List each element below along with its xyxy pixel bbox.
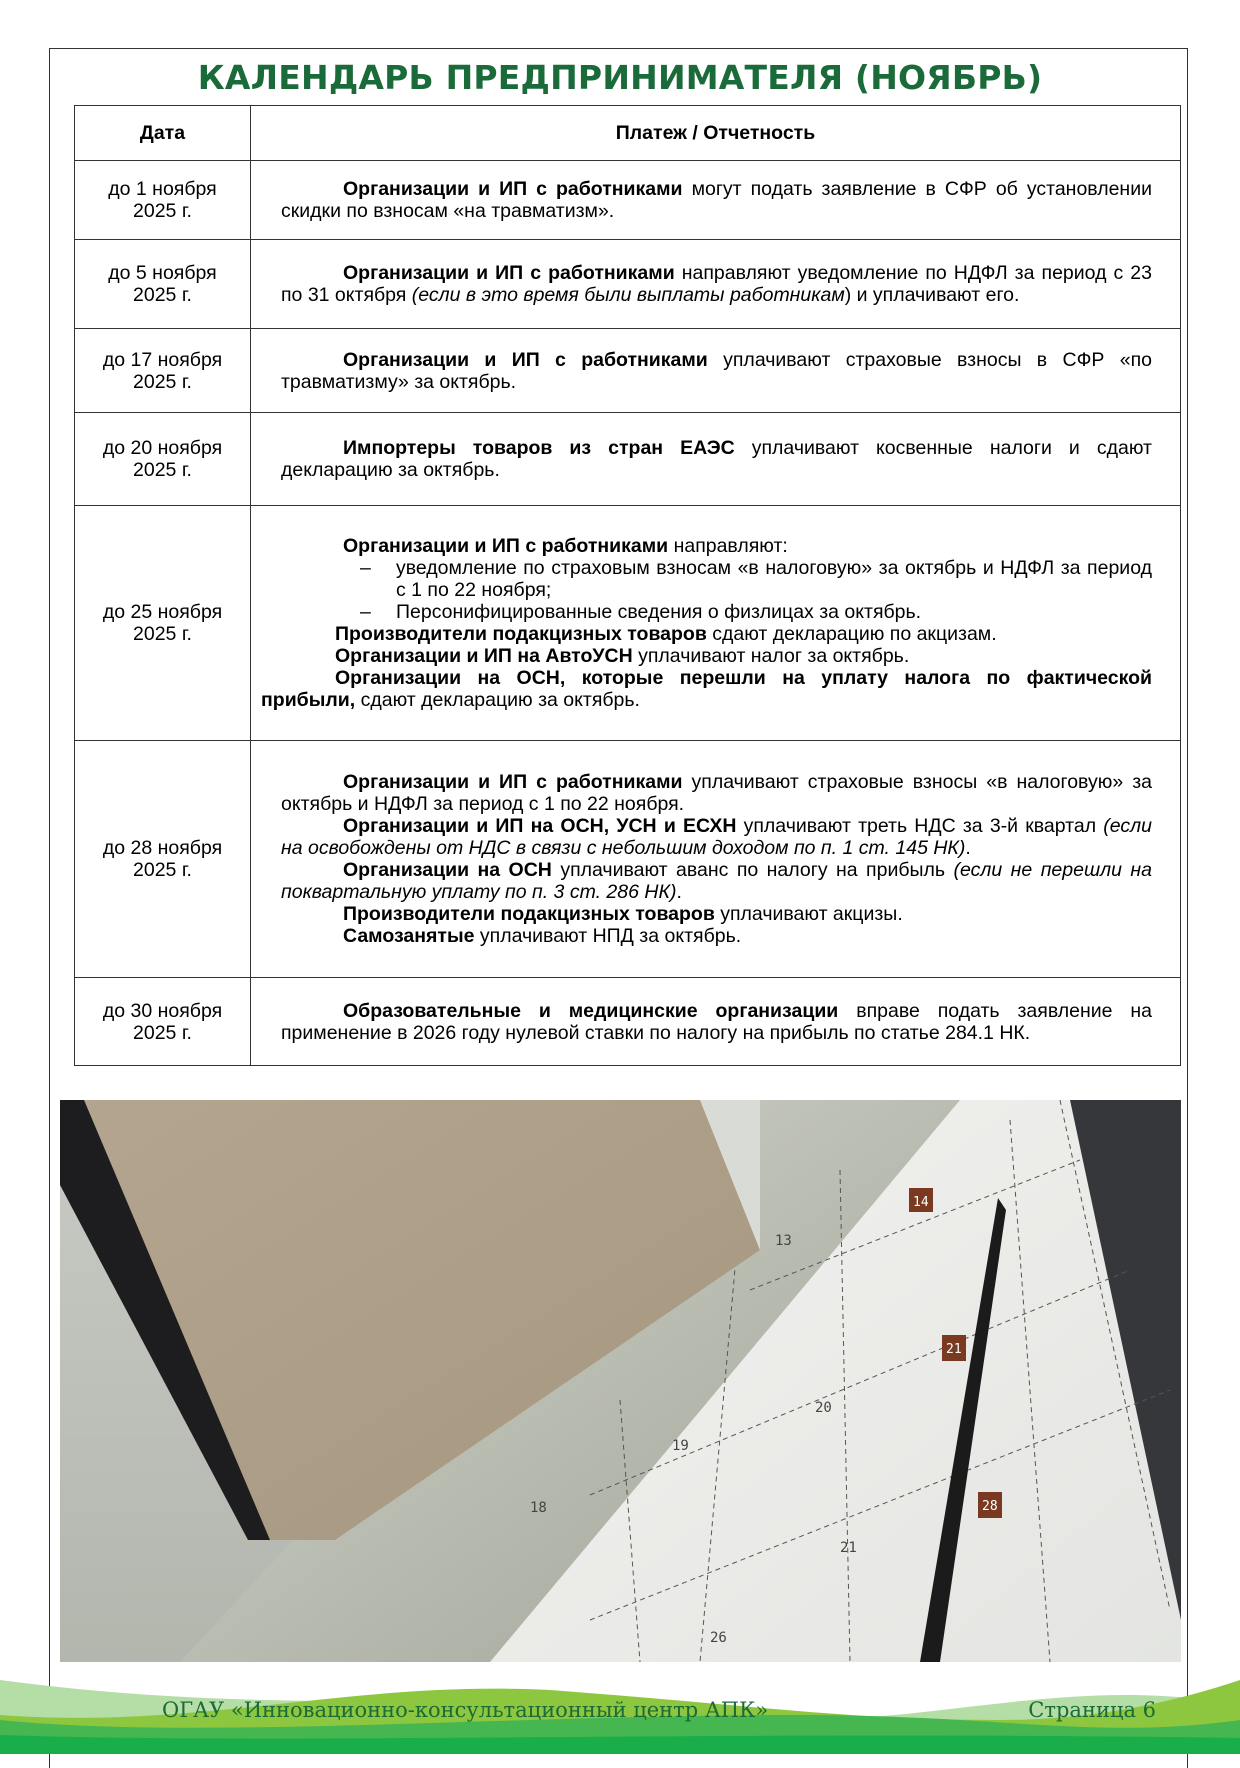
row-date [75, 506, 251, 741]
description: могут подать заявление в СФР об установлении скидки по взносам «на травматизм». [281, 178, 1152, 222]
list-item [261, 601, 1152, 623]
table-row [75, 741, 1181, 978]
subject: Организации и ИП с работниками [343, 348, 708, 371]
row-date [75, 978, 251, 1066]
paragraph [261, 535, 1152, 557]
date-line: до 1 ноября [108, 178, 217, 200]
note: (если не перешли на поквартальную уплату по п. 3 ст. 286 НК) [281, 859, 1152, 903]
subject: Производители подакцизных товаров [343, 903, 715, 925]
list-item [261, 557, 1152, 601]
subject: Самозанятые [343, 925, 475, 947]
subject: Организации на ОСН, которые перешли на уплату налога по фактической прибыли, [261, 667, 1152, 711]
description: сдают декларацию за октябрь. [355, 689, 640, 711]
paragraph [281, 178, 1152, 222]
paragraph [281, 859, 1152, 903]
paragraph [261, 667, 1152, 711]
description-tail: ) и уплачивают его. [844, 284, 1020, 306]
description: уплачивают страховые взносы в СФР «по травматизму» за октябрь. [281, 348, 1152, 393]
paragraph [281, 925, 1152, 947]
footer-page-number: Страница 6 [1028, 1698, 1156, 1722]
subject: Организации и ИП с работниками [343, 771, 683, 793]
subject: Производители подакцизных товаров [335, 623, 707, 645]
date-year: 2025 г. [133, 859, 192, 881]
date-year: 2025 г. [133, 459, 192, 481]
row-content [251, 329, 1181, 413]
description: уплачивают акцизы. [714, 903, 903, 925]
date-year: 2025 г. [133, 623, 192, 645]
row-content [251, 978, 1181, 1066]
calendar-photo [60, 1100, 1181, 1662]
paragraph [281, 815, 1152, 859]
table-row [75, 413, 1181, 506]
calendar-table [74, 105, 1181, 1066]
subject: Организации на ОСН [343, 859, 552, 881]
row-date [75, 329, 251, 413]
footer-organization: ОГАУ «Инновационно-консультационный центр АПК» [162, 1698, 769, 1722]
description: уплачивают страховые взносы «в налоговую» за октябрь и НДФЛ за период с 1 по 22 ноября. [281, 771, 1152, 815]
subject: Организации и ИП на АвтоУСН [335, 645, 633, 667]
row-date [75, 240, 251, 329]
row-content [251, 506, 1181, 741]
list-item-text: уведомление по страховым взносам «в налоговую» за октябрь и НДФЛ за период с 1 по 22 ноября; [396, 557, 1152, 601]
date-year: 2025 г. [133, 200, 192, 222]
page-title: КАЛЕНДАРЬ ПРЕДПРИНИМАТЕЛЯ (НОЯБРЬ) [197, 58, 1043, 97]
date-line: до 28 ноября [102, 837, 223, 859]
description: уплачивают налог за октябрь. [632, 645, 910, 667]
calendar-photo-illustration [60, 1100, 1181, 1662]
dash-bullet-icon: – [360, 601, 371, 623]
note: (если на освобождены от НДС в связи с небольшим доходом по п. 1 ст. 145 НК) [281, 815, 1153, 859]
paragraph [281, 903, 1152, 925]
date-line: до 25 ноября [102, 601, 223, 623]
header-content: Платеж / Отчетность [251, 106, 1181, 161]
calendar-day: 19 [672, 1438, 689, 1454]
subject: Образовательные и медицинские организации [343, 999, 839, 1022]
row-content [251, 413, 1181, 506]
calendar-day: 26 [710, 1630, 727, 1646]
calendar-day: 20 [815, 1400, 832, 1416]
calendar-day: 28 [982, 1499, 998, 1514]
calendar-day: 21 [946, 1342, 962, 1357]
table-row [75, 506, 1181, 741]
row-content [251, 741, 1181, 978]
row-content [251, 161, 1181, 240]
paragraph [281, 262, 1152, 306]
description: уплачивают треть НДС за 3-й квартал [736, 815, 1104, 837]
description: уплачивают НПД за октябрь. [474, 925, 742, 947]
description: сдают декларацию по акцизам. [706, 623, 997, 645]
calendar-day: 18 [530, 1500, 547, 1516]
paragraph [281, 1000, 1152, 1044]
list-item-text: Персонифицированные сведения о физлицах за октябрь. [396, 601, 922, 623]
subject: Импортеры товаров из стран ЕАЭС [343, 437, 735, 459]
date-line: до 17 ноября [102, 348, 223, 371]
description-tail: . [965, 837, 971, 859]
subject: Организации и ИП с работниками [343, 262, 675, 284]
calendar-day: 13 [775, 1233, 792, 1249]
paragraph [261, 623, 1152, 645]
table-row [75, 978, 1181, 1066]
paragraph [281, 771, 1152, 815]
table-row [75, 240, 1181, 329]
date-line: до 30 ноября [102, 999, 223, 1022]
date-year: 2025 г. [133, 284, 192, 306]
date-year: 2025 г. [133, 370, 192, 393]
header-date: Дата [75, 106, 251, 161]
date-line: до 20 ноября [102, 437, 223, 459]
row-date [75, 413, 251, 506]
description: направляют: [668, 535, 788, 557]
description: направляют уведомление по НДФЛ за период с 23 по 31 октября [281, 262, 1152, 306]
description: уплачивают аванс по налогу на прибыль [551, 859, 954, 881]
paragraph [281, 437, 1152, 481]
calendar-day: 14 [913, 1195, 929, 1210]
row-date [75, 161, 251, 240]
subject: Организации и ИП с работниками [343, 178, 683, 200]
date-year: 2025 г. [133, 1021, 192, 1044]
note: (если в это время были выплаты работникам [411, 284, 845, 306]
description: вправе подать заявление на применение в 2026 году нулевой ставки по налогу на прибыль по статье 284.1 НК. [281, 999, 1152, 1044]
paragraph [261, 645, 1152, 667]
subject: Организации и ИП с работниками [343, 535, 669, 557]
table-row [75, 329, 1181, 413]
description: уплачивают косвенные налоги и сдают декларацию за октябрь. [281, 437, 1152, 481]
subject: Организации и ИП на ОСН, УСН и ЕСХН [343, 815, 737, 837]
dash-bullet-icon: – [360, 557, 371, 579]
table-row [75, 161, 1181, 240]
row-date [75, 741, 251, 978]
paragraph [281, 349, 1152, 393]
table-header-row [75, 106, 1181, 161]
calendar-day: 21 [840, 1540, 857, 1556]
date-line: до 5 ноября [108, 262, 217, 284]
row-content [251, 240, 1181, 329]
description-tail: . [676, 881, 682, 903]
